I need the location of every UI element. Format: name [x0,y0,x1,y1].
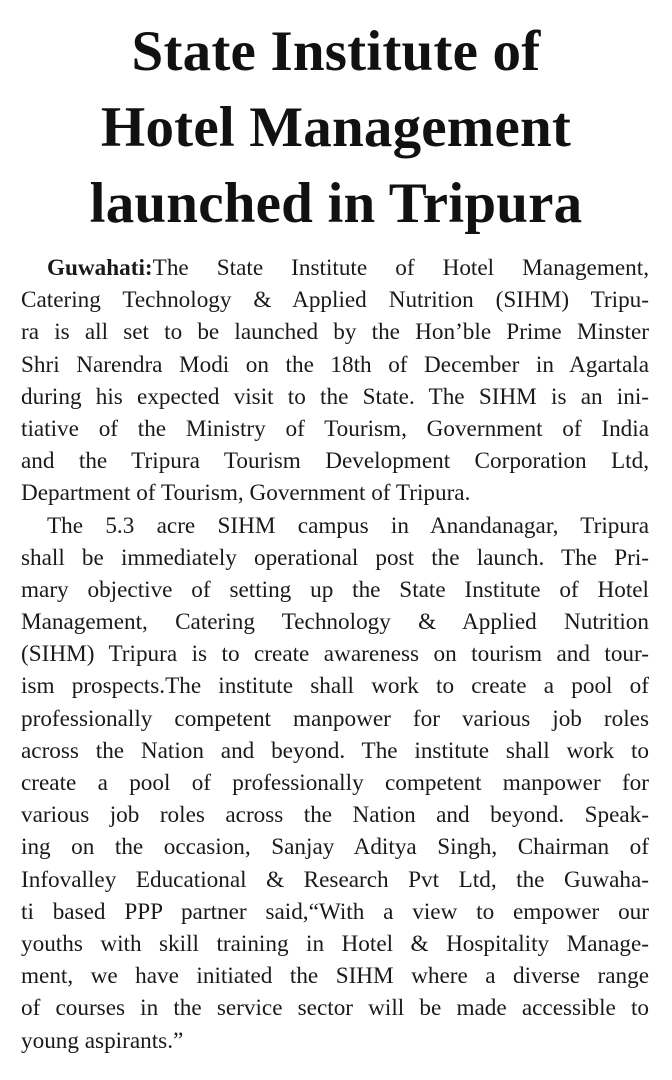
text-line: during his expected visit to the State. The SIHM is an ini- [21,383,649,410]
text-line: youths with skill training in Hotel & Hospitality Manage- [21,930,649,957]
text-line: various job roles across the Nation and beyond. Speak- [21,802,649,829]
text-line: mary objective of setting up the State Institute of Hotel [21,576,649,603]
text-line: Catering Technology & Applied Nutrition (SIHM) Tripu- [21,287,649,314]
text-line: Infovalley Educational & Research Pvt Ltd, the Guwaha- [21,866,649,893]
text-line: (SIHM) Tripura is to create awareness on tourism and tour- [21,641,649,668]
paragraph-2 [21,510,649,1057]
headline [0,14,672,242]
article-body [21,252,649,1057]
text-line: tiative of the Ministry of Tourism, Government of India [21,415,649,442]
text-line: and the Tripura Tourism Development Corporation Ltd, [21,448,649,475]
headline-line: State Institute of [131,20,541,83]
headline-line: Hotel Management [100,96,572,159]
text-line: Department of Tourism, Government of Tripura. [21,480,471,507]
text-line: Shri Narendra Modi on the 18th of December in Agartala [21,351,649,378]
text-line [21,252,649,284]
text-line: create a pool of professionally competent manpower for [21,770,649,796]
headline-line: launched in Tripura [89,172,583,235]
text-line: shall be immediately operational post the launch. The Pri- [21,544,649,571]
text-line: young aspirants.” [21,1027,184,1054]
text-line: Management, Catering Technology & Applied Nutrition [21,609,649,636]
paragraph-1 [21,252,649,510]
text-line: professionally competent manpower for various job roles [21,705,649,732]
text-line: ism prospects.The institute shall work to create a pool of [21,673,649,700]
text-line: across the Nation and beyond. The institute shall work to [21,737,649,764]
text-line: The 5.3 acre SIHM campus in Anandanagar, Tripura [47,512,649,539]
text-line: ment, we have initiated the SIHM where a diverse range [21,963,649,990]
text-line-content: The State Institute of Hotel Management, [152,255,649,281]
text-line: ing on the occasion, Sanjay Aditya Singh, Chairman of [21,834,649,861]
text-line: of courses in the service sector will be made accessible to [21,995,649,1022]
text-line: ti based PPP partner said,“With a view to empower our [21,898,649,925]
text-line: ra is all set to be launched by the Hon’ble Prime Minster [21,319,649,346]
dateline: Guwahati: [47,255,153,281]
